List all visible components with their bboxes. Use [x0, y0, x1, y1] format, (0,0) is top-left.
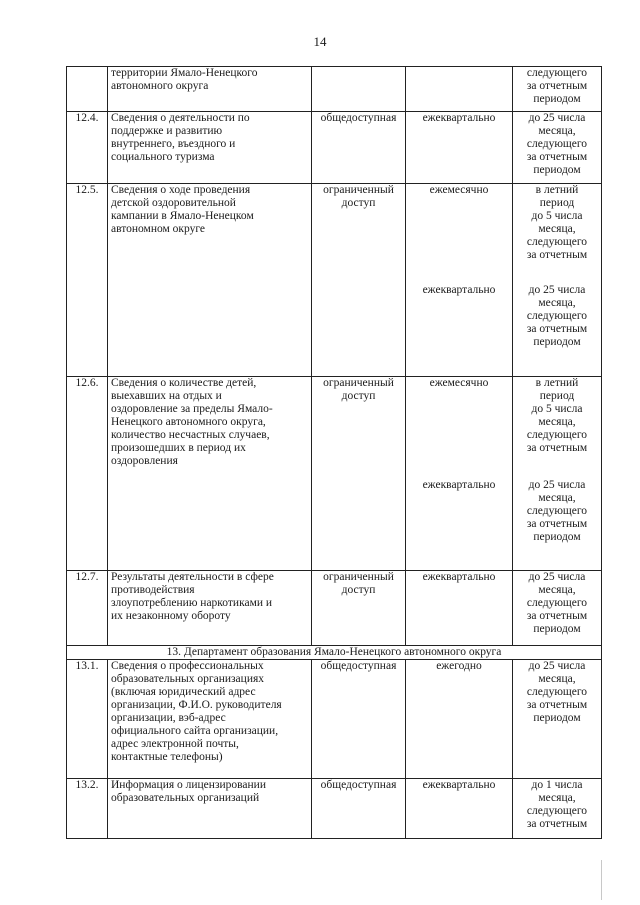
- frequency: [406, 67, 513, 112]
- frequency-text-line: ежеквартально: [422, 571, 496, 583]
- access-level: [312, 67, 406, 112]
- deadline-text-line: периодом: [533, 623, 581, 635]
- description-text-line: территории Ямало-Ненецкого: [111, 67, 258, 79]
- frequency-text: [409, 112, 509, 125]
- deadline: [513, 779, 602, 839]
- access-level: [312, 779, 406, 839]
- deadline-text: [516, 377, 598, 455]
- deadline-text-line: в летний: [535, 377, 579, 389]
- deadline-text-line: периодом: [533, 93, 581, 105]
- access-level: [312, 377, 406, 571]
- frequency: [406, 184, 513, 377]
- deadline-text-line: за отчетным: [526, 699, 588, 711]
- frequency-text-line: ежеквартально: [422, 112, 496, 124]
- description-text-line: адрес электронной почты,: [111, 738, 239, 750]
- deadline-text-line: месяца,: [538, 673, 576, 685]
- description-text-line: Результаты деятельности в сфере: [111, 571, 274, 583]
- access-text: [315, 184, 402, 210]
- description-text: [111, 184, 308, 236]
- row-description: [108, 67, 312, 112]
- deadline-text-line: до 25 числа: [528, 660, 586, 672]
- description-text-line: внутреннего, въездного и: [111, 138, 236, 150]
- description-text-line: количество несчастных случаев,: [111, 429, 270, 441]
- deadline-text-secondary-line: следующего: [526, 310, 588, 322]
- access-level: [312, 184, 406, 377]
- access-text-line: доступ: [341, 197, 376, 209]
- description-text-line: Сведения о количестве детей,: [111, 377, 257, 389]
- frequency-text-secondary-line: ежеквартально: [422, 284, 496, 296]
- access-text: [315, 377, 402, 403]
- deadline-text-line: следующего: [526, 67, 588, 79]
- deadline-text-line: следующего: [526, 236, 588, 248]
- deadline-text-line: за отчетным: [526, 249, 588, 261]
- deadline-text-secondary-line: за отчетным: [526, 323, 588, 335]
- row-number: 12.5.: [67, 184, 108, 377]
- frequency-text-line: ежеквартально: [422, 779, 496, 791]
- deadline-text: [516, 184, 598, 262]
- frequency-text: [409, 779, 509, 792]
- row-description: [108, 571, 312, 646]
- description-text-line: официального сайта организации,: [111, 725, 279, 737]
- row-description: [108, 660, 312, 779]
- deadline: [513, 377, 602, 571]
- scan-edge-mark: [601, 860, 602, 900]
- access-text-line: ограниченный: [323, 184, 394, 196]
- description-text-line: поддержке и развитию: [111, 125, 223, 137]
- deadline-text-line: до 5 числа: [531, 210, 583, 222]
- description-text-line: детской оздоровительной: [111, 197, 236, 209]
- description-text-line: (включая юридический адрес: [111, 686, 256, 698]
- description-text-line: их незаконному обороту: [111, 610, 231, 622]
- description-text-line: оздоровления: [111, 455, 178, 467]
- deadline-text-line: следующего: [526, 805, 588, 817]
- deadline-text-line: период: [539, 390, 575, 402]
- description-text-line: выехавших на отдых и: [111, 390, 222, 402]
- frequency: [406, 660, 513, 779]
- access-text-line: общедоступная: [320, 112, 397, 124]
- access-level: [312, 571, 406, 646]
- deadline-text-line: периодом: [533, 164, 581, 176]
- deadline-text-secondary: [516, 479, 598, 544]
- description-text-line: Сведения о деятельности по: [111, 112, 250, 124]
- frequency: [406, 377, 513, 571]
- deadline-text: [516, 660, 598, 725]
- deadline-text-secondary-line: месяца,: [538, 297, 576, 309]
- description-text: [111, 377, 308, 468]
- access-text-line: доступ: [341, 390, 376, 402]
- access-text-line: ограниченный: [323, 571, 394, 583]
- description-text-line: произошедших в период их: [111, 442, 246, 454]
- row-number: 12.7.: [67, 571, 108, 646]
- row-number: [67, 67, 108, 112]
- row-description: [108, 112, 312, 184]
- deadline-text: [516, 112, 598, 177]
- description-text-line: противодействия: [111, 584, 195, 596]
- page-number: 14: [313, 34, 327, 49]
- deadline-text-secondary-line: до 25 числа: [528, 284, 586, 296]
- deadline-text-line: за отчетным: [526, 442, 588, 454]
- frequency-text: [409, 184, 509, 197]
- access-text-line: ограниченный: [323, 377, 394, 389]
- access-text-line: общедоступная: [320, 779, 397, 791]
- deadline-text-line: следующего: [526, 597, 588, 609]
- deadline-text-line: следующего: [526, 138, 588, 150]
- section-title: 13. Департамент образования Ямало-Ненецкого автономного округа: [67, 646, 602, 660]
- deadline-text-line: месяца,: [538, 584, 576, 596]
- row-description: [108, 184, 312, 377]
- deadline-text: [516, 67, 598, 106]
- deadline-text-line: за отчетным: [526, 80, 588, 92]
- description-text-line: Ненецкого автономного округа,: [111, 416, 266, 428]
- access-text: [315, 571, 402, 597]
- access-text: [315, 660, 402, 673]
- description-text: [111, 571, 308, 623]
- deadline-text-line: до 25 числа: [528, 112, 586, 124]
- frequency-text: [409, 660, 509, 673]
- deadline-text-line: месяца,: [538, 223, 576, 235]
- frequency-text-secondary-line: ежеквартально: [422, 479, 496, 491]
- deadline-text: [516, 779, 598, 831]
- description-text-line: Сведения о ходе проведения: [111, 184, 251, 196]
- table-row: [67, 184, 602, 377]
- deadline: [513, 112, 602, 184]
- description-text-line: Сведения о профессиональных: [111, 660, 264, 672]
- description-text-line: организации, вэб-адрес: [111, 712, 226, 724]
- description-text-line: злоупотреблению наркотиками и: [111, 597, 273, 609]
- description-text-line: оздоровление за пределы Ямало-: [111, 403, 273, 415]
- deadline-text-line: следующего: [526, 429, 588, 441]
- deadline-text-secondary-line: периодом: [533, 336, 581, 348]
- deadline: [513, 67, 602, 112]
- deadline-text-line: в летний: [535, 184, 579, 196]
- frequency-text-secondary: [409, 479, 509, 492]
- deadline: [513, 660, 602, 779]
- deadline-text-line: до 1 числа: [531, 779, 583, 791]
- access-text-line: общедоступная: [320, 660, 397, 672]
- access-text-line: доступ: [341, 584, 376, 596]
- deadline-text-line: период: [539, 197, 575, 209]
- frequency-text: [409, 571, 509, 584]
- table-row: [67, 571, 602, 646]
- frequency: [406, 112, 513, 184]
- deadline-text-line: периодом: [533, 712, 581, 724]
- frequency-text-line: ежемесячно: [429, 184, 489, 196]
- description-text-line: организации, Ф.И.О. руководителя: [111, 699, 282, 711]
- row-number: 12.4.: [67, 112, 108, 184]
- description-text-line: образовательных организаций: [111, 792, 260, 804]
- description-text: [111, 779, 308, 805]
- access-level: [312, 660, 406, 779]
- deadline-text-secondary-line: месяца,: [538, 492, 576, 504]
- deadline-text-secondary-line: за отчетным: [526, 518, 588, 530]
- row-number: 13.1.: [67, 660, 108, 779]
- frequency: [406, 571, 513, 646]
- description-text: [111, 660, 308, 764]
- deadline-text-line: за отчетным: [526, 151, 588, 163]
- deadline: [513, 184, 602, 377]
- description-text-line: Информация о лицензировании: [111, 779, 266, 791]
- row-description: [108, 377, 312, 571]
- deadline-text-line: месяца,: [538, 416, 576, 428]
- frequency-text-line: ежегодно: [436, 660, 482, 672]
- description-text: [111, 67, 308, 93]
- access-level: [312, 112, 406, 184]
- deadline-text-line: до 25 числа: [528, 571, 586, 583]
- deadline-text-line: за отчетным: [526, 610, 588, 622]
- description-text-line: кампании в Ямало-Ненецком: [111, 210, 254, 222]
- description-text: [111, 112, 308, 164]
- deadline-text: [516, 571, 598, 636]
- table-row: [67, 660, 602, 779]
- frequency-text: [409, 377, 509, 390]
- deadline-text-secondary-line: следующего: [526, 505, 588, 517]
- table-row: [67, 67, 602, 112]
- table-row: [67, 377, 602, 571]
- document-table: [66, 66, 602, 839]
- section-row: [67, 646, 602, 660]
- table-row: [67, 112, 602, 184]
- deadline-text-line: месяца,: [538, 792, 576, 804]
- description-text-line: образовательных организациях: [111, 673, 265, 685]
- description-text-line: автономном округе: [111, 223, 206, 235]
- row-description: [108, 779, 312, 839]
- row-number: 13.2.: [67, 779, 108, 839]
- deadline-text-line: следующего: [526, 686, 588, 698]
- frequency-text-secondary: [409, 284, 509, 297]
- description-text-line: автономного округа: [111, 80, 209, 92]
- deadline-text-secondary-line: периодом: [533, 531, 581, 543]
- deadline-text-line: за отчетным: [526, 818, 588, 830]
- deadline-text-line: месяца,: [538, 125, 576, 137]
- deadline: [513, 571, 602, 646]
- description-text-line: социального туризма: [111, 151, 215, 163]
- frequency-text-line: ежемесячно: [429, 377, 489, 389]
- table-row: [67, 779, 602, 839]
- description-text-line: контактные телефоны): [111, 751, 223, 763]
- access-text: [315, 112, 402, 125]
- frequency: [406, 779, 513, 839]
- row-number: 12.6.: [67, 377, 108, 571]
- access-text: [315, 779, 402, 792]
- deadline-text-secondary-line: до 25 числа: [528, 479, 586, 491]
- deadline-text-secondary: [516, 284, 598, 349]
- deadline-text-line: до 5 числа: [531, 403, 583, 415]
